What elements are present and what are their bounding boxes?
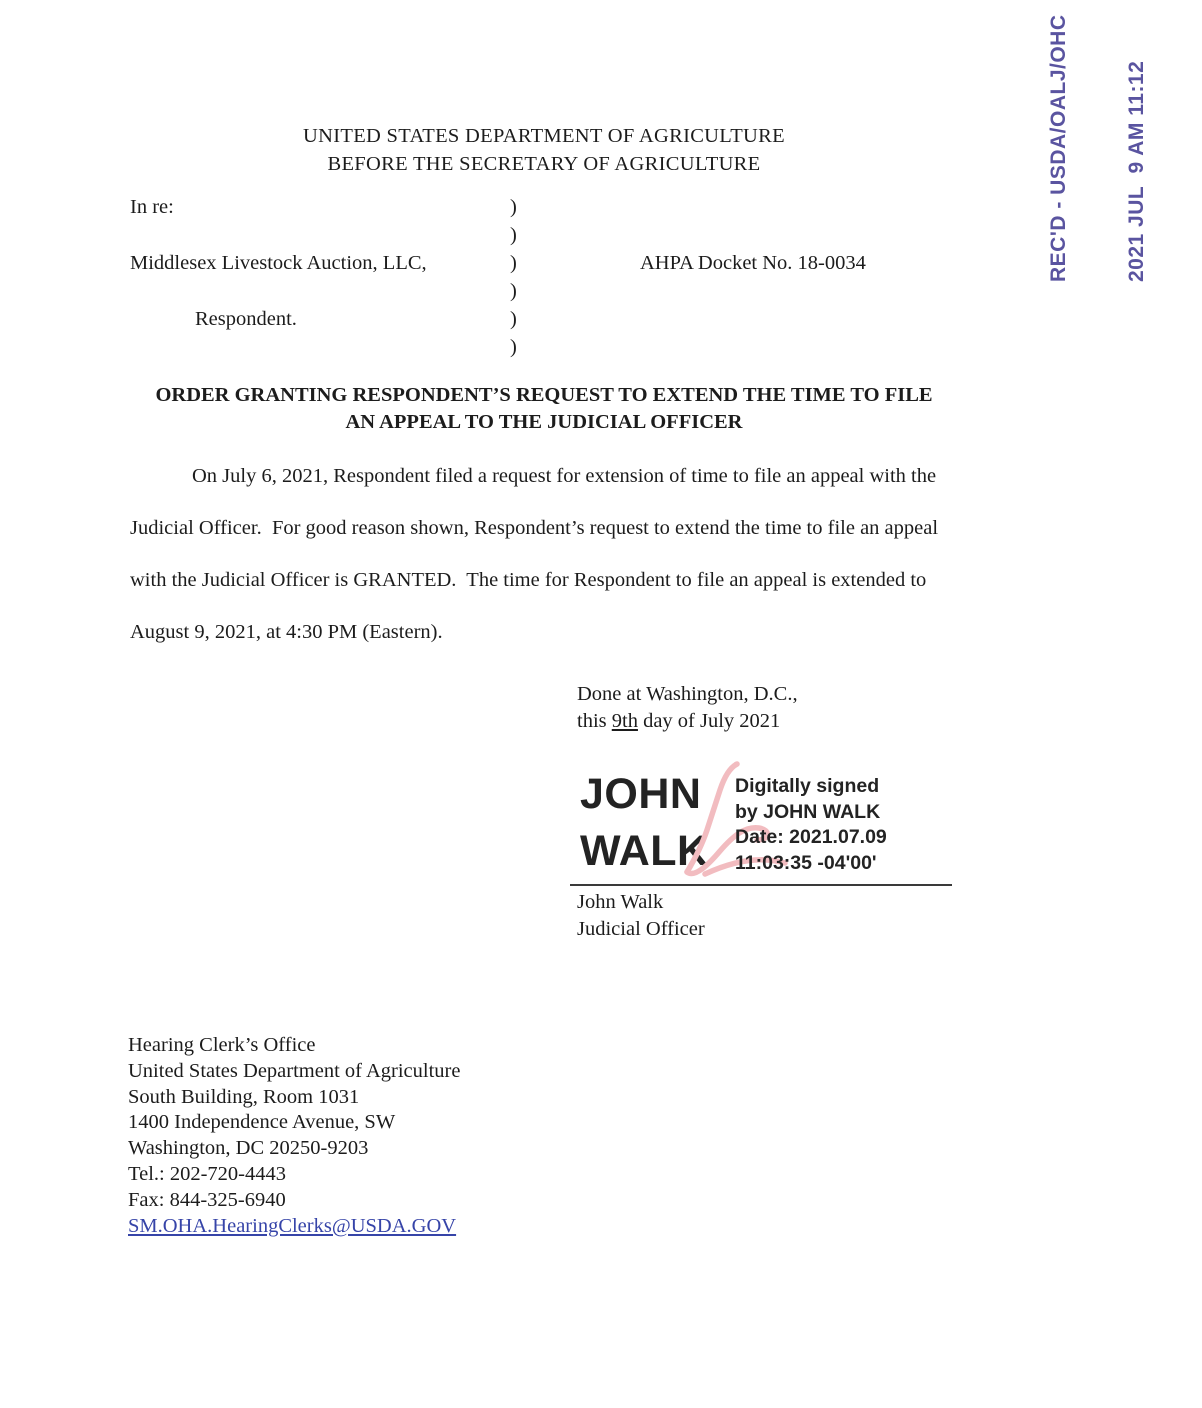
signer-name: John Walk: [577, 891, 664, 913]
done-at-day: 9th: [611, 710, 638, 732]
caption-party-name: Middlesex Livestock Auction, LLC,: [130, 252, 427, 274]
contact-line: South Building, Room 1031: [128, 1085, 360, 1108]
caption-paren: ): [510, 224, 517, 246]
contact-line: Tel.: 202-720-4443: [128, 1162, 286, 1185]
contact-line: United States Department of Agriculture: [128, 1059, 461, 1082]
case-caption: [130, 196, 866, 364]
done-at-city: Done at Washington, D.C.,: [577, 683, 798, 705]
order-title: [0, 382, 1088, 436]
order-body-paragraph: On July 6, 2021, Respondent filed a request for extension of time to file an appeal with the Judicial Officer. For good reason shown, Respondent’s request to extend the time to file an appeal with the Judicial Officer is GRANTED. The time for Respondent to file an appeal is extended to August 9, 2021, at 4:30 PM (Eastern).: [130, 465, 944, 643]
order-title-line-2: AN APPEAL TO THE JUDICIAL OFFICER: [345, 411, 743, 433]
hearing-clerk-contact-block: [128, 1033, 460, 1239]
caption-paren: ): [510, 252, 517, 274]
received-stamp-line-2: 2021 JUL 9 AM 11:12: [1125, 60, 1148, 282]
caption-paren: ): [510, 280, 517, 302]
contact-line: Hearing Clerk’s Office: [128, 1034, 316, 1056]
signature-rule: [570, 884, 952, 886]
order-title-line-1: ORDER GRANTING RESPONDENT’S REQUEST TO EXTEND THE TIME TO FILE: [155, 384, 933, 406]
header-line-1: UNITED STATES DEPARTMENT OF AGRICULTURE: [303, 125, 785, 147]
caption-in-re: In re:: [130, 196, 174, 218]
contact-line: Fax: 844-325-6940: [128, 1188, 286, 1211]
signature-name-large: JOHN WALK: [580, 770, 709, 875]
document-header: [0, 122, 1088, 178]
caption-paren: ): [510, 196, 517, 218]
caption-paren: ): [510, 308, 517, 330]
done-at-date: this 9th day of July 2021: [577, 710, 781, 732]
digital-signature: [577, 760, 967, 886]
hearing-clerks-email-link[interactable]: SM.OHA.HearingClerks@USDA.GOV: [128, 1214, 457, 1237]
header-line-2: BEFORE THE SECRETARY OF AGRICULTURE: [327, 153, 761, 175]
digitally-signed-text: Digitally signed by JOHN WALK Date: 2021.07.09 11:03:35 -04'00': [735, 775, 887, 874]
signer-block: [577, 889, 705, 943]
contact-line: 1400 Independence Avenue, SW: [128, 1111, 396, 1134]
caption-party-role: Respondent.: [195, 308, 297, 330]
done-at-block: [577, 681, 798, 735]
signer-title: Judicial Officer: [577, 918, 705, 940]
contact-line: Washington, DC 20250-9203: [128, 1137, 369, 1160]
received-stamp-line-1: REC'D - USDA/OALJ/OHC: [1047, 14, 1070, 282]
caption-paren: ): [510, 336, 517, 358]
caption-docket-number: AHPA Docket No. 18-0034: [640, 252, 866, 274]
